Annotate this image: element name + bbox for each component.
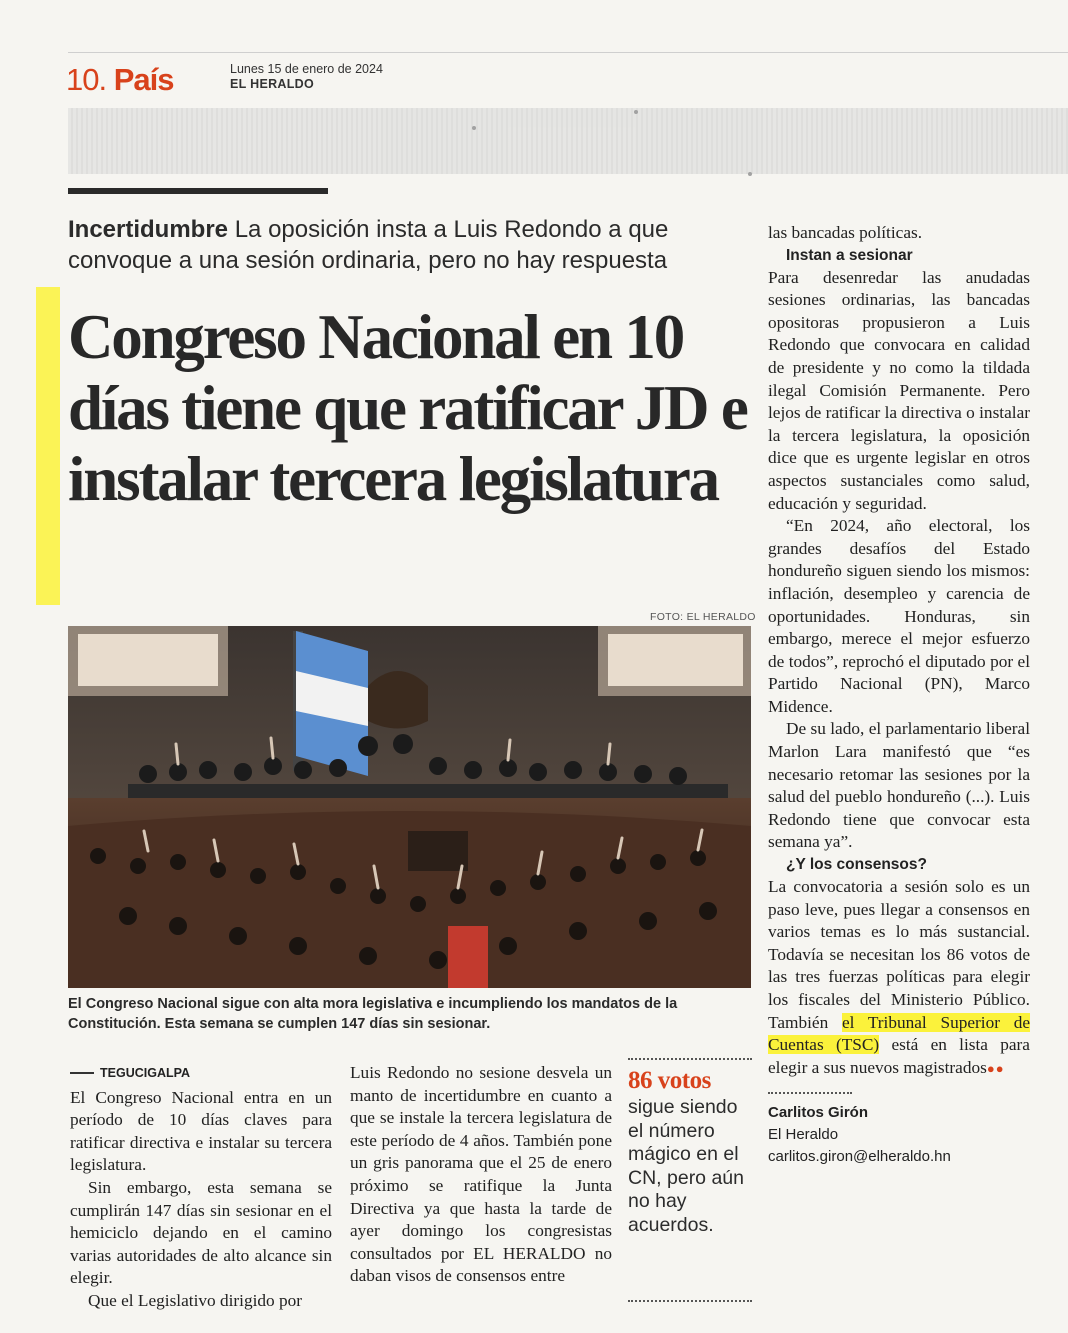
photo-caption: El Congreso Nacional sigue con alta mora legislativa e incumpliendo los mandatos de la Constitución. Esta semana se cumplen 147 días sin sesionar. <box>68 996 678 1032</box>
publication-name: EL HERALDO <box>230 77 315 91</box>
dateline-city: TEGUCIGALPA <box>100 1066 191 1080</box>
kicker-label: Incertidumbre <box>68 216 229 243</box>
byline-author: Carlitos Girón <box>768 1104 869 1122</box>
page-number: 10. <box>66 62 107 97</box>
paragraph: “En 2024, año electoral, los grandes desafíos del Estado hondureño siguen siendo los mismos: inflación, desempleo y carencia de oportunidades. Honduras, sin embargo, merece el mejor esfuerzo de todos”, reprochó el diputado por el Partido Nacional (PN), Marco Midence. <box>768 516 1030 716</box>
pullquote-text: sigue siendo el número mágico en el CN, pero aún no hay acuerdos. <box>628 1096 744 1236</box>
page-header <box>66 62 174 98</box>
paragraph: Para desenredar las anudadas sesiones ordinarias, las bancadas opositoras propusieron a Luis Redondo que convocara en calidad de presidente y no como la tildada ilegal Comisión Permanente. Pero lejos de ratificar la directiva o instalar la tercera legislatura, la oposición dice que es urgente legislar en otros aspectos sustanciales como salud, educación y seguridad. <box>768 267 1030 513</box>
paragraph: De su lado, el parlamentario liberal Marlon Lara manifestó que “es necesario retomar las sesiones por la salud del pueblo hondureño (...). Luis Redondo tiene que convocar esta semana ya”. <box>768 719 1030 852</box>
body-column-3 <box>768 222 1030 1168</box>
paragraph: las bancadas políticas. <box>768 223 923 242</box>
end-mark: ●● <box>986 1060 1005 1076</box>
paragraph-text: está en lista para elegir a sus nuevos magistrados <box>768 1035 1030 1077</box>
pullquote-rule-bottom <box>628 1300 752 1302</box>
photo-credit: FOTO: EL HERALDO <box>650 611 756 623</box>
faded-banner-strip <box>68 108 1068 174</box>
issue-date: Lunes 15 de enero de 2024 <box>230 62 383 76</box>
byline-rule <box>768 1092 852 1094</box>
dateline-rule <box>70 1072 94 1074</box>
pullquote-figure: 86 votos <box>628 1067 711 1094</box>
highlighter-mark <box>36 287 60 605</box>
paragraph: El Congreso Nacional entra en un período de 10 días claves para ratificar directiva e instalar su tercera legislatura. <box>70 1087 332 1175</box>
pullquote <box>628 1066 754 1237</box>
section-rule <box>68 188 328 194</box>
subhead: Instan a sesionar <box>786 246 913 264</box>
body-column-1 <box>70 1062 332 1313</box>
city-dateline <box>70 1062 332 1085</box>
paragraph <box>768 876 1030 1080</box>
paragraph: Que el Legislativo dirigido por <box>88 1290 303 1310</box>
paragraph: Luis Redondo no sesione desvela un manto de incertidumbre en cuanto a que se instale la tercera legislatura de este período de 4 años. También pone un gris panorama que el 25 de enero próximo se ratifique la Junta Directiva ya que hasta la tarde de ayer domingo los congresistas consultados por EL HERALDO no daban visos de consensos entre <box>350 1063 612 1286</box>
byline-email: carlitos.giron@elheraldo.hn <box>768 1148 951 1166</box>
top-rule <box>68 52 1068 53</box>
congress-session-photo <box>68 626 751 988</box>
highlighted-text: el Tribunal Superior de Cuentas (TSC) <box>768 1012 1031 1055</box>
paragraph: Sin embargo, esta semana se cumplirán 147 días sin sesionar en el hemiciclo dejando en el camino varias autoridades de alto alcance sin elegir. <box>70 1177 332 1288</box>
headline: Congreso Nacional en 10 días tiene que ratificar JD e instalar tercera legislatura <box>68 302 747 514</box>
kicker-text: La oposición insta a Luis Redondo a que convoque a una sesión ordinaria, pero no hay respuesta <box>68 216 669 274</box>
issue-dateline <box>230 62 383 92</box>
byline <box>768 1102 1030 1168</box>
body-column-2 <box>350 1062 612 1288</box>
paragraph-text: La convocatoria a sesión solo es un paso leve, pues llegar a consensos en varios temas es lo más sustancial. Todavía se necesitan los 86 votos de las tres fuerzas políticas para elegir los fiscales del Ministerio Público. También <box>768 877 1030 1032</box>
kicker <box>68 214 758 276</box>
pullquote-rule-top <box>628 1058 752 1060</box>
subhead: ¿Y los consensos? <box>786 856 927 874</box>
section-name: País <box>113 62 174 97</box>
byline-outlet: El Heraldo <box>768 1126 839 1144</box>
